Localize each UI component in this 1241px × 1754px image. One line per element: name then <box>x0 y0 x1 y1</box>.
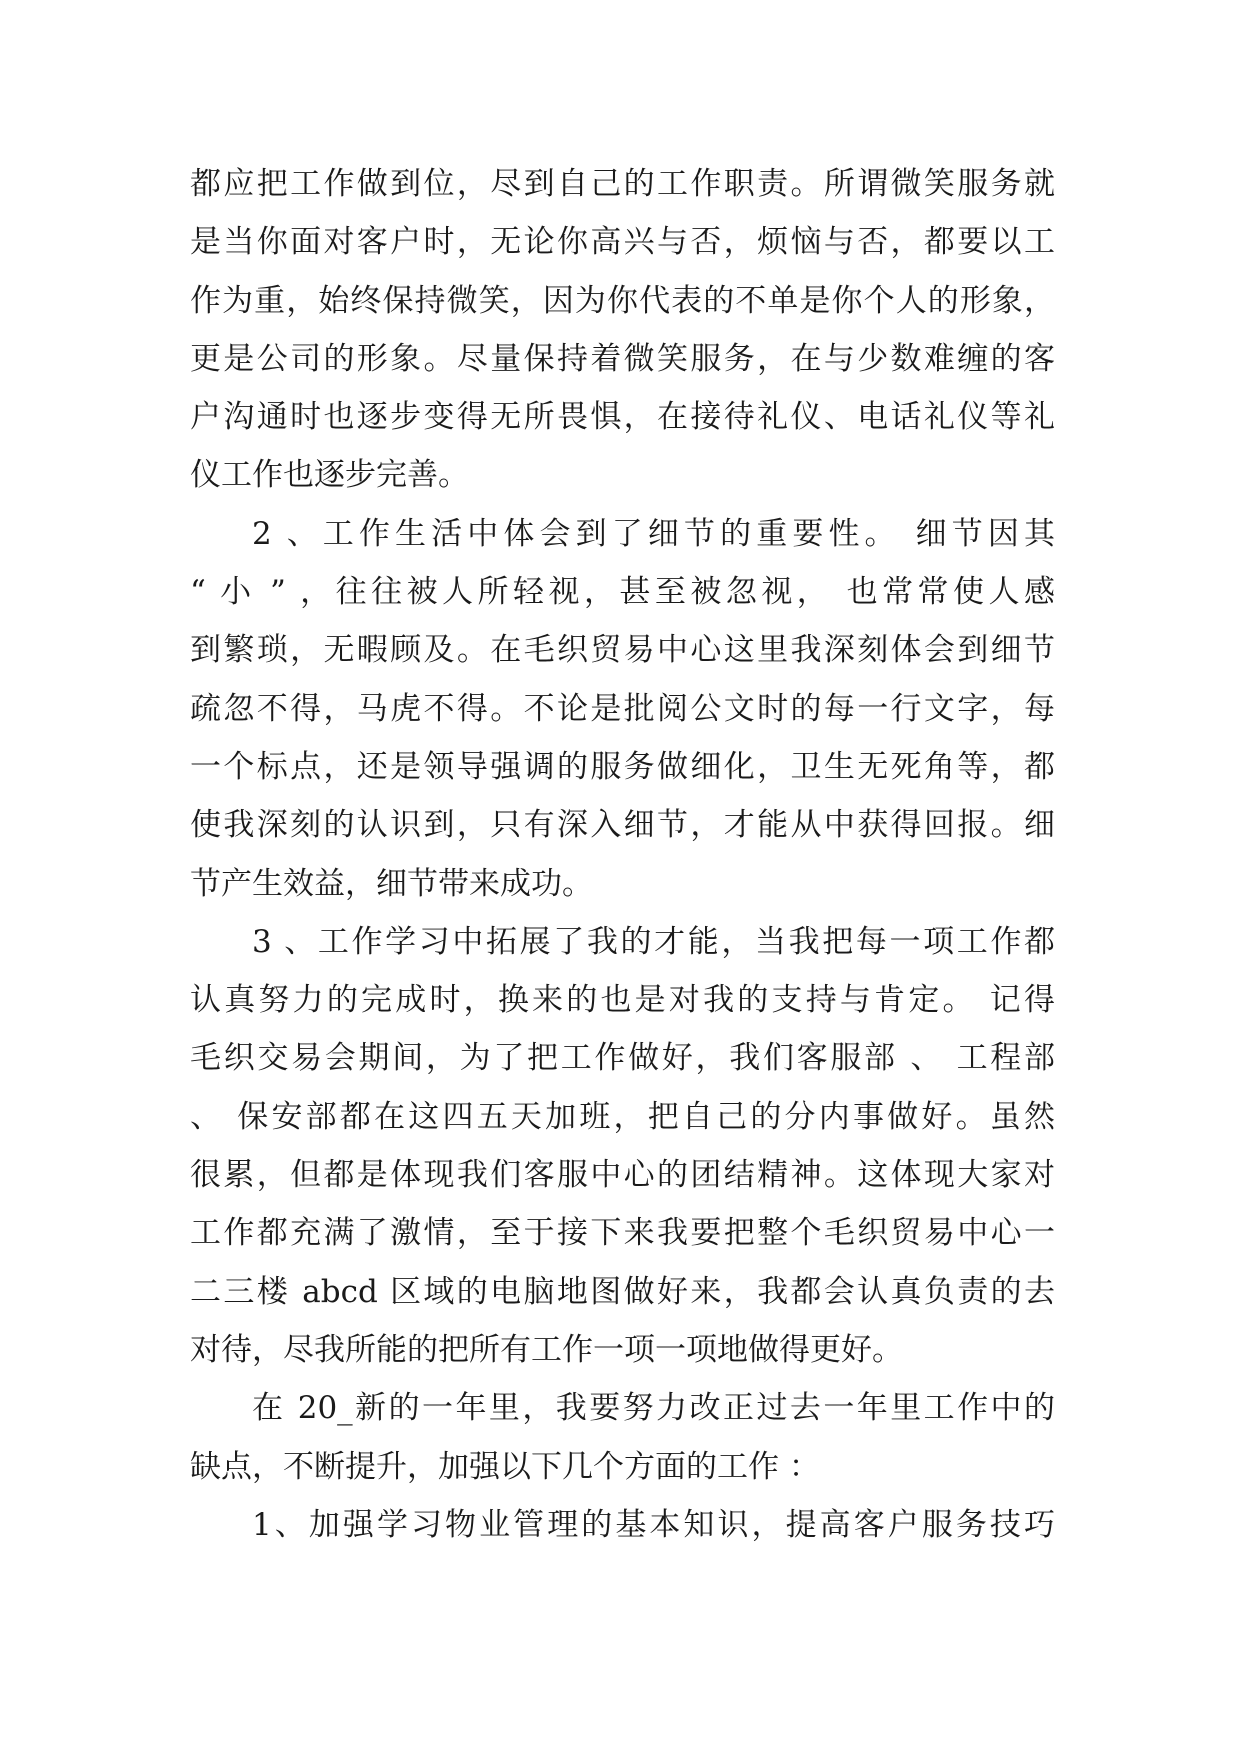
text-line: 毛织交易会期间，为了把工作做好，我们客服部 、 工程部 <box>190 1040 1055 1077</box>
text-line: 户沟通时也逐步变得无所畏惧，在接待礼仪、电话礼仪等礼 <box>190 399 1055 436</box>
text-line: 是当你面对客户时，无论你高兴与否，烦恼与否，都要以工 <box>190 224 1055 261</box>
text-line: 1、加强学习物业管理的基本知识，提高客户服务技巧 <box>252 1506 1055 1543</box>
text-line: 、 保安部都在这四五天加班，把自己的分内事做好。虽然 <box>190 1098 1055 1135</box>
text-line: 都应把工作做到位，尽到自己的工作职责。所谓微笑服务就 <box>190 166 1055 202</box>
text-line: 缺点，不断提升，加强以下几个方面的工作 ： <box>190 1448 820 1485</box>
text-line: 作为重，始终保持微笑，因为你代表的不单是你个人的形象， <box>190 282 1055 319</box>
text-line: 工作都充满了激情，至于接下来我要把整个毛织贸易中心一 <box>190 1215 1055 1252</box>
text-line: 到繁琐，无暇顾及。在毛织贸易中心这里我深刻体会到细节 <box>190 632 1055 669</box>
text-line: 很累，但都是体现我们客服中心的团结精神。这体现大家对 <box>190 1157 1055 1194</box>
text-line: 对待，尽我所能的把所有工作一项一项地做得更好。 <box>190 1331 903 1368</box>
text-line: 疏忽不得，马虎不得。不论是批阅公文时的每一行文字，每 <box>190 690 1055 727</box>
text-line: 更是公司的形象。尽量保持着微笑服务，在与少数难缠的客 <box>190 340 1055 377</box>
text-line: “ 小 ” ，往往被人所轻视，甚至被忽视， 也常常使人感 <box>190 574 1055 611</box>
text-line: 仪工作也逐步完善。 <box>190 457 469 494</box>
text-line: 二三楼 abcd 区域的电脑地图做好来，我都会认真负责的去 <box>190 1273 1055 1310</box>
text-line: 一个标点，还是领导强调的服务做细化，卫生无死角等，都 <box>190 748 1055 785</box>
text-line: 2 、工作生活中体会到了细节的重要性。 细节因其 <box>252 515 1055 552</box>
document-body <box>190 155 1055 1554</box>
text-line: 认真努力的完成时，换来的也是对我的支持与肯定。 记得 <box>190 982 1055 1019</box>
text-line: 使我深刻的认识到，只有深入细节，才能从中获得回报。细 <box>190 807 1055 844</box>
text-line: 节产生效益，细节带来成功。 <box>190 865 593 902</box>
text-line: 3 、工作学习中拓展了我的才能，当我把每一项工作都 <box>252 923 1055 960</box>
text-line: 在 20_新的一年里，我要努力改正过去一年里工作中的 <box>252 1390 1055 1427</box>
